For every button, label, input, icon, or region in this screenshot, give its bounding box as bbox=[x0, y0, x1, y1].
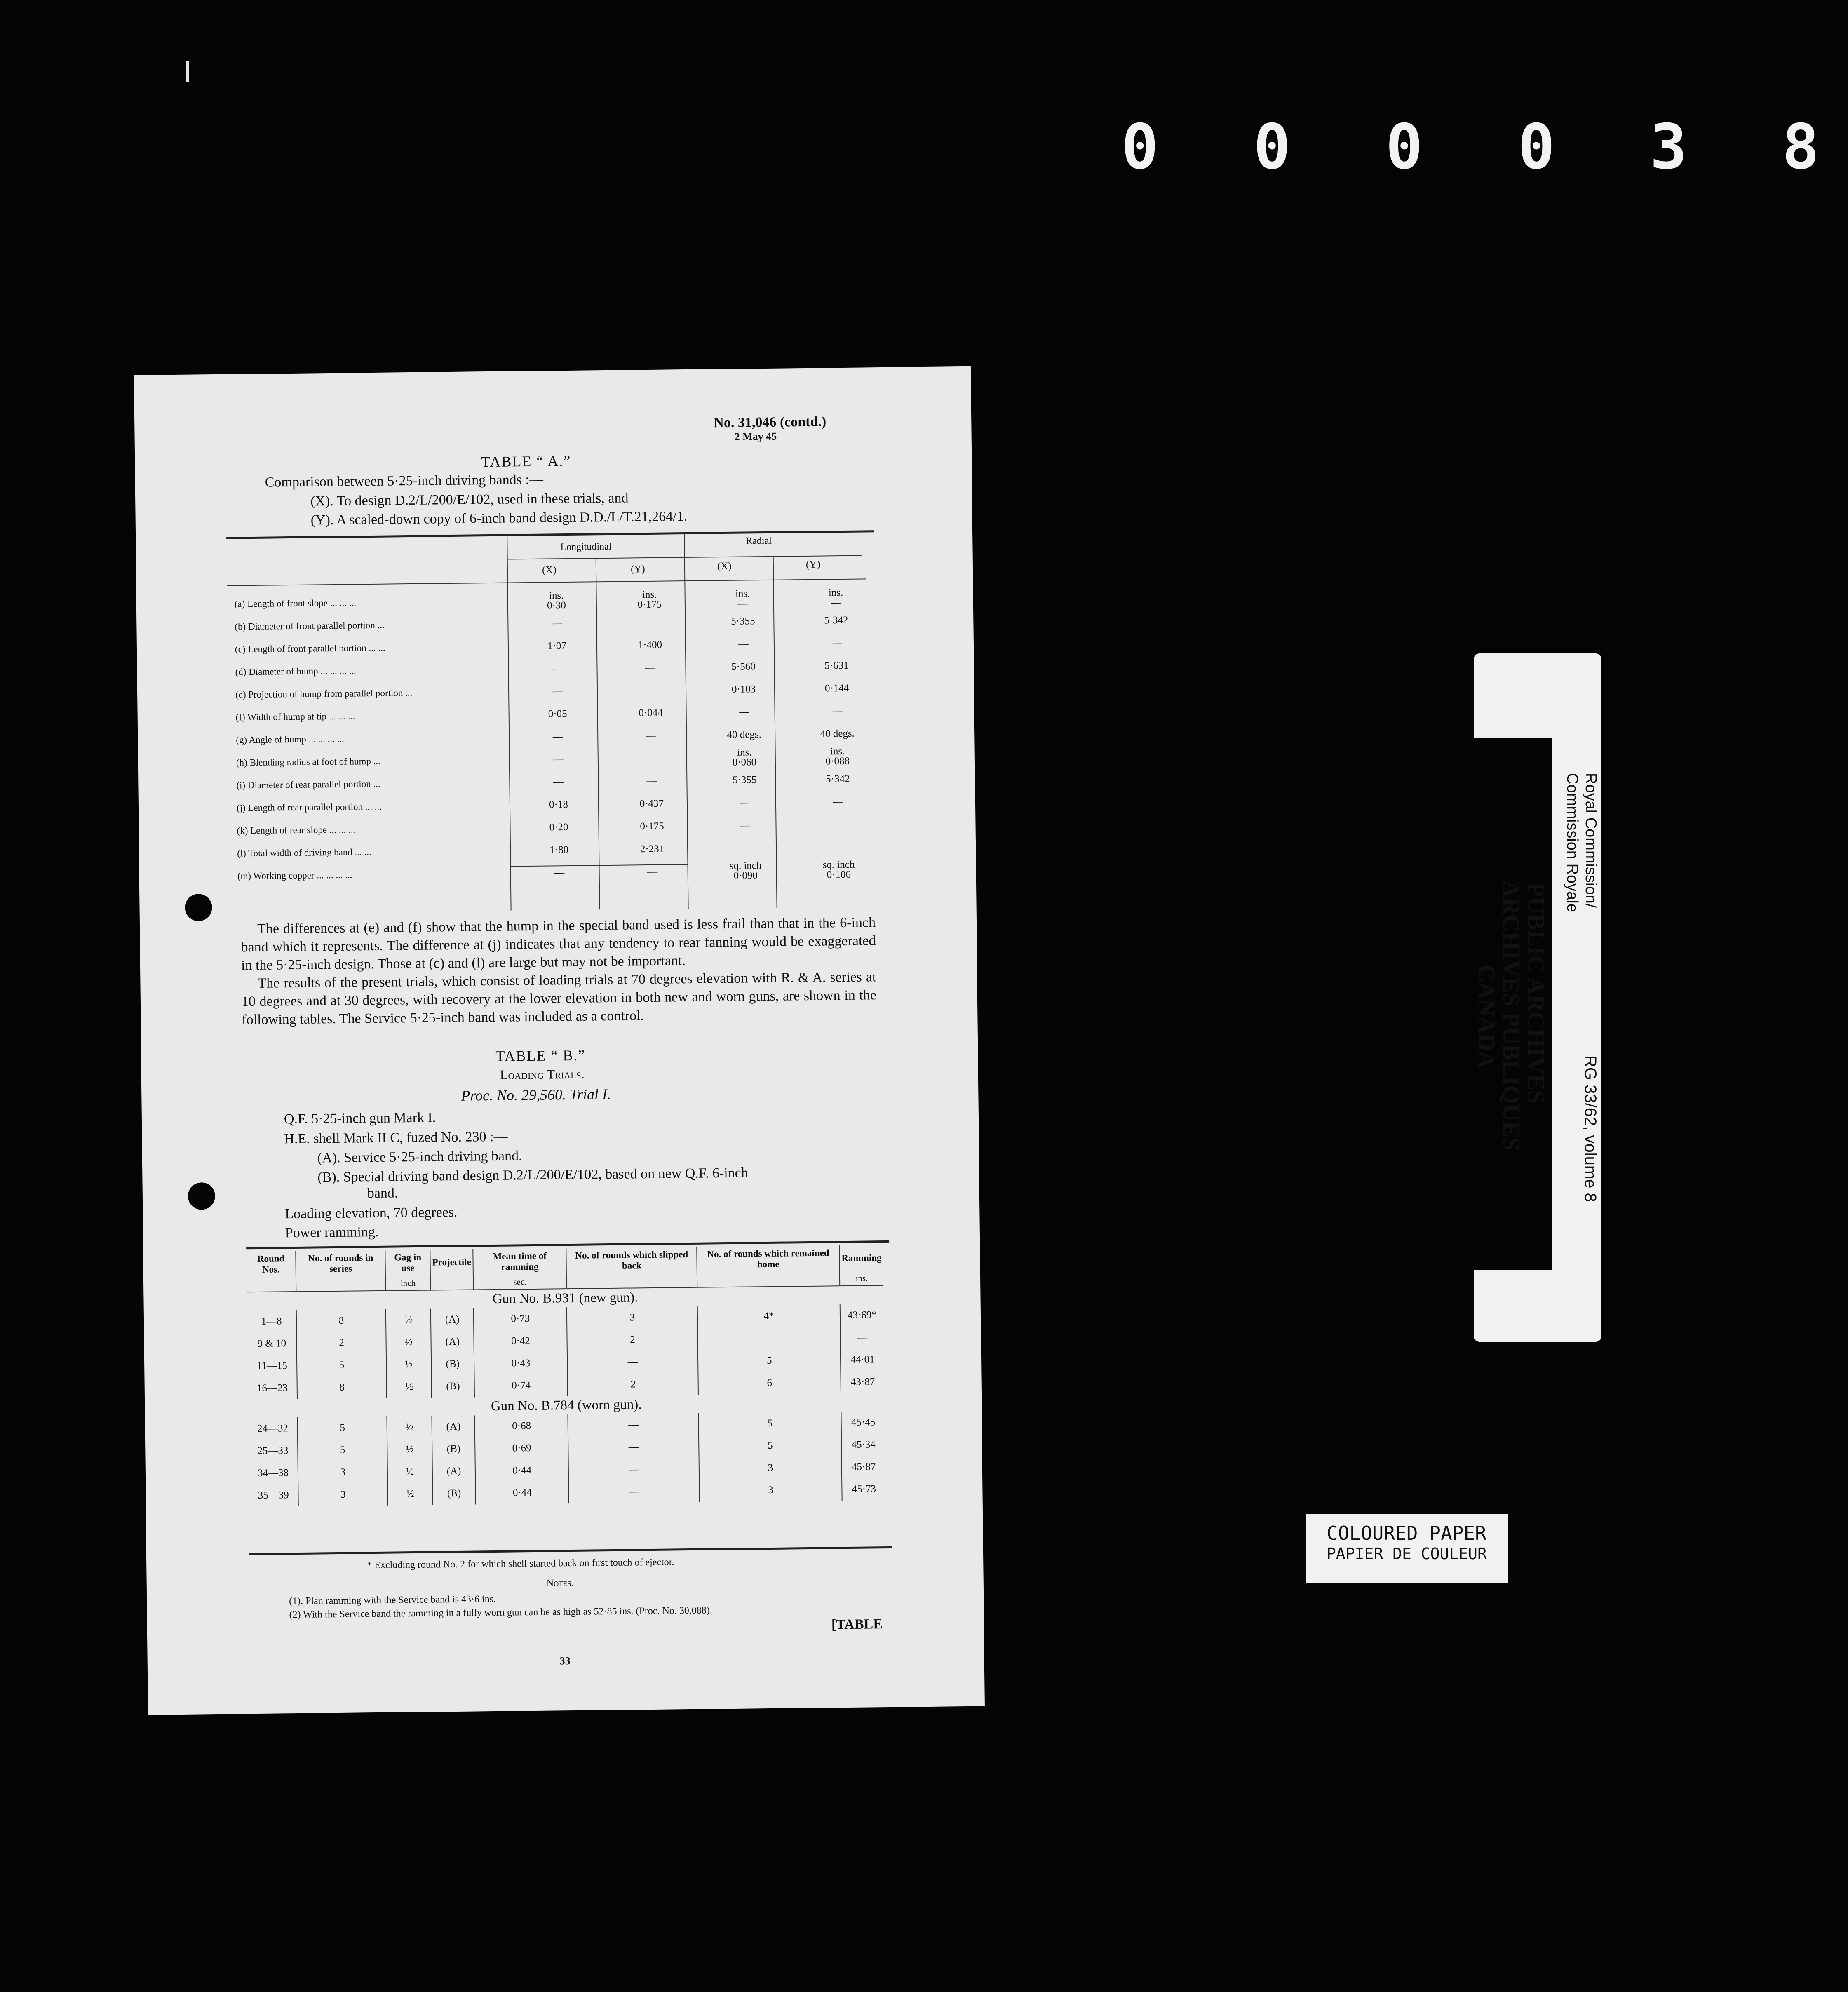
table-a-cell: — bbox=[833, 818, 844, 830]
table-b-cell: 0·44 bbox=[475, 1459, 569, 1482]
table-b-cell: 9 & 10 bbox=[257, 1338, 286, 1349]
table-b-cell: 45·34 bbox=[841, 1433, 885, 1456]
group-longitudinal: Longitudinal bbox=[560, 541, 612, 553]
table-b-cell: 3 bbox=[298, 1461, 388, 1484]
table-b-cell: ½ bbox=[386, 1309, 431, 1332]
punch-hole-top bbox=[185, 894, 212, 921]
table-b-cell: — bbox=[568, 1413, 699, 1437]
table-a-label: (c) Length of front parallel portion ... ... bbox=[235, 642, 385, 654]
table-b-cell: (A) bbox=[432, 1415, 475, 1438]
table-b-cell: 0·74 bbox=[474, 1374, 568, 1397]
table-b-cell: (A) bbox=[432, 1460, 476, 1482]
table-b-header: Ramming bbox=[839, 1245, 883, 1271]
table-b-header: Projectile bbox=[430, 1249, 473, 1276]
table-b-shell: H.E. shell Mark II C, fuzed No. 230 :— bbox=[284, 1129, 508, 1147]
table-b-unit: inch bbox=[385, 1276, 430, 1291]
table-b-cell: (B) bbox=[432, 1438, 475, 1460]
table-b-header: No. of rounds which remained home bbox=[697, 1245, 840, 1273]
table-a-cell bbox=[792, 835, 885, 859]
table-b-unit bbox=[697, 1271, 840, 1287]
table-b-cell: 8 bbox=[297, 1376, 387, 1399]
table-a-cell: 0·175 bbox=[640, 820, 664, 832]
table-b-cell: 5 bbox=[298, 1439, 387, 1462]
table-b-cell: 11—15 bbox=[256, 1360, 288, 1372]
table-b-gun: Q.F. 5·25-inch gun Mark I. bbox=[284, 1110, 436, 1127]
table-a-cell: 0·437 bbox=[639, 798, 664, 809]
table-b-cell: ½ bbox=[387, 1438, 432, 1461]
table-a-cell: — bbox=[552, 662, 563, 674]
table-a-cell: 0·103 bbox=[731, 683, 756, 695]
table-b-cell: 0·42 bbox=[474, 1330, 568, 1353]
table-b-cell: ½ bbox=[386, 1331, 431, 1354]
table-b-cell: — bbox=[568, 1458, 700, 1481]
table-a-label: (l) Total width of driving band ... ... bbox=[237, 846, 371, 858]
table-b-header: Round Nos. bbox=[257, 1253, 285, 1275]
table-b-cell: — bbox=[567, 1351, 698, 1374]
table-a-label: (d) Diameter of hump ... ... ... ... bbox=[235, 665, 356, 677]
table-a-label: (b) Diameter of front parallel portion ... bbox=[235, 620, 385, 632]
table-b-option-a: (A). Service 5·25-inch driving band. bbox=[317, 1148, 522, 1166]
table-b-cell: 45·87 bbox=[841, 1456, 885, 1478]
group-radial: Radial bbox=[746, 535, 772, 547]
document-page bbox=[134, 366, 985, 1715]
table-a-cell: 5·342 bbox=[824, 614, 848, 626]
table-b-unit bbox=[430, 1276, 473, 1290]
col-rx: (X) bbox=[717, 560, 732, 572]
punch-hole-bottom bbox=[188, 1182, 216, 1210]
table-a-cell: 0·18 bbox=[549, 799, 568, 810]
label-commission-2: Commission Royale bbox=[1564, 773, 1581, 912]
table-a-cell: sq. inch 0·090 bbox=[729, 860, 762, 881]
table-b-cell: 1—8 bbox=[261, 1315, 282, 1327]
table-a-cell: — bbox=[551, 617, 562, 629]
table-b-cell: — bbox=[840, 1326, 884, 1349]
table-a-intro: Comparison between 5·25-inch driving bands :— bbox=[265, 472, 544, 490]
table-b-cell: 5 bbox=[298, 1416, 387, 1440]
table-b-cell: 0·69 bbox=[475, 1437, 568, 1460]
table-b-cell: (B) bbox=[432, 1375, 475, 1398]
notes-title: Notes. bbox=[546, 1577, 574, 1589]
table-a-cell: — bbox=[647, 866, 658, 877]
label-record-group: RG 33/62, volume 8 bbox=[1581, 1055, 1599, 1202]
table-b-cell: — bbox=[568, 1435, 699, 1459]
table-b-cell: 3 bbox=[699, 1456, 842, 1480]
reference-date: 2 May 45 bbox=[734, 430, 777, 443]
table-b-cell: 5 bbox=[698, 1349, 841, 1373]
table-a-label: (m) Working copper ... ... ... ... bbox=[237, 869, 352, 881]
table-a-cell: 1·07 bbox=[547, 640, 566, 652]
table-b-cell: 5 bbox=[699, 1412, 841, 1435]
table-b-cell: ½ bbox=[388, 1483, 433, 1506]
table-a-top-rule bbox=[226, 530, 874, 539]
table-b-option-b: (B). Special driving band design D.2/L/200/E/102, based on new Q.F. 6-inch bbox=[317, 1165, 749, 1185]
table-a-cell: 1·80 bbox=[549, 844, 569, 856]
table-a-cell: — bbox=[738, 706, 749, 718]
table-a-cell: — bbox=[552, 685, 563, 697]
table-a-cell: 5·355 bbox=[733, 774, 757, 786]
footnote: * Excluding round No. 2 for which shell started back on first touch of ejector. bbox=[367, 1557, 674, 1571]
table-a-cell: — bbox=[553, 753, 564, 765]
table-b-cell: 43·87 bbox=[841, 1371, 885, 1393]
table-a-cell: 0·20 bbox=[549, 821, 568, 833]
table-b-cell: 2 bbox=[297, 1332, 387, 1355]
table-a bbox=[231, 586, 885, 888]
table-b-option-b-cont: band. bbox=[367, 1185, 398, 1201]
table-b-cell: 2 bbox=[568, 1373, 699, 1396]
table-a-cell: 5·631 bbox=[824, 660, 849, 671]
table-a-cell: — bbox=[740, 819, 751, 831]
table-a-cell: 5·355 bbox=[731, 615, 755, 627]
table-b-cell: (A) bbox=[431, 1308, 474, 1331]
table-b-cell: 3 bbox=[298, 1483, 388, 1506]
table-a-label: (f) Width of hump at tip ... ... ... bbox=[235, 710, 355, 722]
table-a-cell: ins. — bbox=[828, 587, 843, 608]
table-a-cell: 1·400 bbox=[638, 639, 662, 651]
table-b bbox=[246, 1245, 885, 1507]
table-a-cell: 0·144 bbox=[824, 682, 849, 694]
table-a-cell: 0·05 bbox=[548, 708, 567, 720]
table-a-cell: 0·044 bbox=[639, 707, 663, 719]
table-b-cell: 34—38 bbox=[257, 1467, 289, 1479]
paragraph-differences: The differences at (e) and (f) show that the hump in the special band used is less frail than that in the 6-inch band which it represents. The difference at (j) indicates that any tendency to rear fanning would be exaggerated in the 5·25-inch design. Those at (c) and (l) are large but may not be important. bbox=[241, 915, 876, 973]
label-archives-3: CANADA bbox=[1473, 965, 1500, 1069]
gun-heading: Gun No. B.784 (worn gun). bbox=[491, 1397, 642, 1414]
table-a-y-line: (Y). A scaled-down copy of 6-inch band design D.D./L/T.21,264/1. bbox=[310, 508, 688, 528]
stamp-line-1: COLOURED PAPER bbox=[1327, 1522, 1486, 1544]
col-lx: (X) bbox=[542, 564, 557, 576]
table-a-cell: — bbox=[552, 731, 563, 742]
table-b-cell: 43·69* bbox=[840, 1304, 884, 1327]
table-b-cell: 35—39 bbox=[258, 1489, 289, 1501]
table-b-cell: 6 bbox=[698, 1371, 841, 1395]
note-2: (2) With the Service band the ramming in a fully worn gun can be as high as 52·85 ins. (Proc. No. 30,088). bbox=[289, 1605, 712, 1621]
table-b-cell: 24—32 bbox=[257, 1423, 289, 1435]
table-b-unit bbox=[296, 1276, 386, 1292]
table-b-cell: 2 bbox=[567, 1328, 698, 1352]
table-a-cell: — bbox=[553, 776, 564, 787]
table-b-unit bbox=[247, 1277, 296, 1292]
table-b-cell: (B) bbox=[431, 1353, 474, 1375]
table-b-cell: 0·43 bbox=[474, 1352, 568, 1375]
table-b-cell: 8 bbox=[296, 1309, 386, 1332]
table-a-cell: — bbox=[833, 796, 843, 807]
table-b-elevation: Loading elevation, 70 degrees. bbox=[285, 1204, 458, 1222]
table-b-title: TABLE “ B.” bbox=[495, 1047, 586, 1064]
table-b-bottom-rule bbox=[249, 1546, 892, 1555]
table-b-cell: ½ bbox=[387, 1416, 432, 1439]
table-a-cell: — bbox=[554, 867, 565, 878]
table-a-cell: — bbox=[831, 705, 843, 716]
reference-number: No. 31,046 (contd.) bbox=[714, 414, 827, 431]
table-a-cell bbox=[699, 836, 792, 860]
table-b-cell: 45·73 bbox=[842, 1478, 886, 1501]
table-b-unit: sec. bbox=[473, 1274, 567, 1290]
table-b-cell: 0·73 bbox=[474, 1307, 567, 1330]
table-b-cell: 0·44 bbox=[475, 1481, 569, 1504]
table-a-label: (j) Length of rear parallel portion ... ... bbox=[236, 801, 382, 813]
table-a-cell: sq. inch 0·106 bbox=[822, 859, 855, 880]
table-a-cell: — bbox=[645, 684, 656, 696]
table-a-cell: — bbox=[740, 796, 750, 808]
table-a-cell: ins. 0·175 bbox=[637, 589, 662, 610]
table-a-cell: ins. — bbox=[735, 587, 750, 609]
table-b-cell: 16—23 bbox=[256, 1382, 288, 1394]
table-a-label: (k) Length of rear slope ... ... ... bbox=[237, 824, 356, 836]
gun-heading: Gun No. B.931 (new gun). bbox=[492, 1290, 638, 1306]
table-b-cell: 5 bbox=[297, 1354, 387, 1377]
table-a-label: (a) Length of front slope ... ... ... bbox=[234, 597, 357, 609]
table-b-cell: — bbox=[698, 1327, 841, 1351]
body-text bbox=[241, 914, 877, 1029]
table-b-unit bbox=[566, 1273, 697, 1289]
table-a-cell: ins. 0·30 bbox=[547, 590, 566, 611]
table-a-rule bbox=[227, 578, 866, 586]
table-a-cell: 40 degs. bbox=[820, 728, 855, 740]
label-archives-2: ARCHIVES PUBLIQUES bbox=[1498, 880, 1525, 1151]
table-a-label: (i) Diameter of rear parallel portion ... bbox=[236, 778, 380, 790]
table-a-cell: — bbox=[645, 662, 656, 673]
continued-marker: [TABLE bbox=[831, 1616, 883, 1633]
table-a-label: (h) Blending radius at foot of hump ... bbox=[236, 756, 381, 768]
table-b-cell: 44·01 bbox=[841, 1348, 885, 1371]
table-a-cell: ins. 0·060 bbox=[732, 746, 757, 768]
table-a-x-line: (X). To design D.2/L/200/E/102, used in these trials, and bbox=[310, 490, 629, 509]
table-a-cell: — bbox=[646, 730, 656, 741]
table-b-cell: 3 bbox=[567, 1306, 698, 1330]
table-b-cell: 4* bbox=[697, 1304, 840, 1328]
table-b-header: No. of rounds which slipped back bbox=[566, 1247, 697, 1274]
stamp-line-2: PAPIER DE COULEUR bbox=[1327, 1545, 1487, 1563]
table-b-cell: ½ bbox=[387, 1461, 432, 1483]
table-b-header: Gag in use bbox=[385, 1250, 430, 1276]
table-a-cell: — bbox=[738, 638, 749, 650]
table-a-cell: 5·342 bbox=[826, 773, 850, 785]
col-ry: (Y) bbox=[805, 559, 820, 570]
table-a-cell: 40 degs. bbox=[727, 728, 762, 740]
table-b-cell: 5 bbox=[699, 1434, 841, 1458]
table-a-cell: — bbox=[646, 752, 657, 764]
table-b-cell: 25—33 bbox=[257, 1445, 289, 1457]
table-a-label: (e) Projection of hump from parallel portion ... bbox=[235, 687, 413, 700]
table-b-header: Mean time of ramming bbox=[473, 1248, 566, 1275]
table-a-cell: — bbox=[644, 616, 655, 628]
label-commission: Royal Commission/ bbox=[1582, 773, 1599, 908]
table-a-cell: — bbox=[831, 637, 842, 648]
table-b-cell: 45·45 bbox=[841, 1411, 885, 1434]
col-ly: (Y) bbox=[630, 564, 645, 575]
table-a-cell: 2·231 bbox=[640, 843, 665, 855]
table-b-cell: (B) bbox=[432, 1482, 476, 1505]
table-b-cell: ½ bbox=[386, 1353, 431, 1376]
table-b-cell: 3 bbox=[700, 1478, 842, 1502]
table-a-cell: 5·560 bbox=[731, 660, 756, 672]
table-a-label: (g) Angle of hump ... ... ... ... bbox=[236, 733, 344, 745]
film-mark bbox=[186, 61, 189, 82]
page-number: 33 bbox=[559, 1655, 571, 1667]
table-b-cell: 0·68 bbox=[475, 1414, 568, 1438]
table-b-subtitle: Loading Trials. bbox=[500, 1066, 585, 1082]
table-b-unit: ins. bbox=[840, 1271, 884, 1286]
table-b-header: No. of rounds in series bbox=[296, 1250, 386, 1277]
table-b-cell: — bbox=[569, 1480, 700, 1503]
note-1: (1). Plan ramming with the Service band is 43·6 ins. bbox=[289, 1593, 496, 1607]
table-b-ramming: Power ramming. bbox=[285, 1224, 379, 1241]
label-archives-1: PUBLIC ARCHIVES bbox=[1523, 882, 1550, 1104]
table-b-cell: ½ bbox=[387, 1376, 432, 1398]
coloured-paper-stamp bbox=[1306, 1514, 1508, 1583]
table-a-cell: — bbox=[646, 775, 657, 787]
table-b-cell: (A) bbox=[431, 1330, 474, 1353]
table-a-title: TABLE “ A.” bbox=[481, 452, 571, 470]
table-a-cell: ins. 0·088 bbox=[825, 745, 850, 767]
paragraph-results: The results of the present trials, which consist of loading trials at 70 degrees elevation with R. & A. series at 10 degrees and at 30 degrees, with recovery at the lower elevation in both new and worn guns, are shown in the following tables. The Service 5·25-inch band was included as a control. bbox=[241, 969, 877, 1028]
table-b-proc: Proc. No. 29,560. Trial I. bbox=[461, 1085, 611, 1104]
frame-number: 0 0 0 0 3 8 bbox=[1121, 111, 1848, 183]
